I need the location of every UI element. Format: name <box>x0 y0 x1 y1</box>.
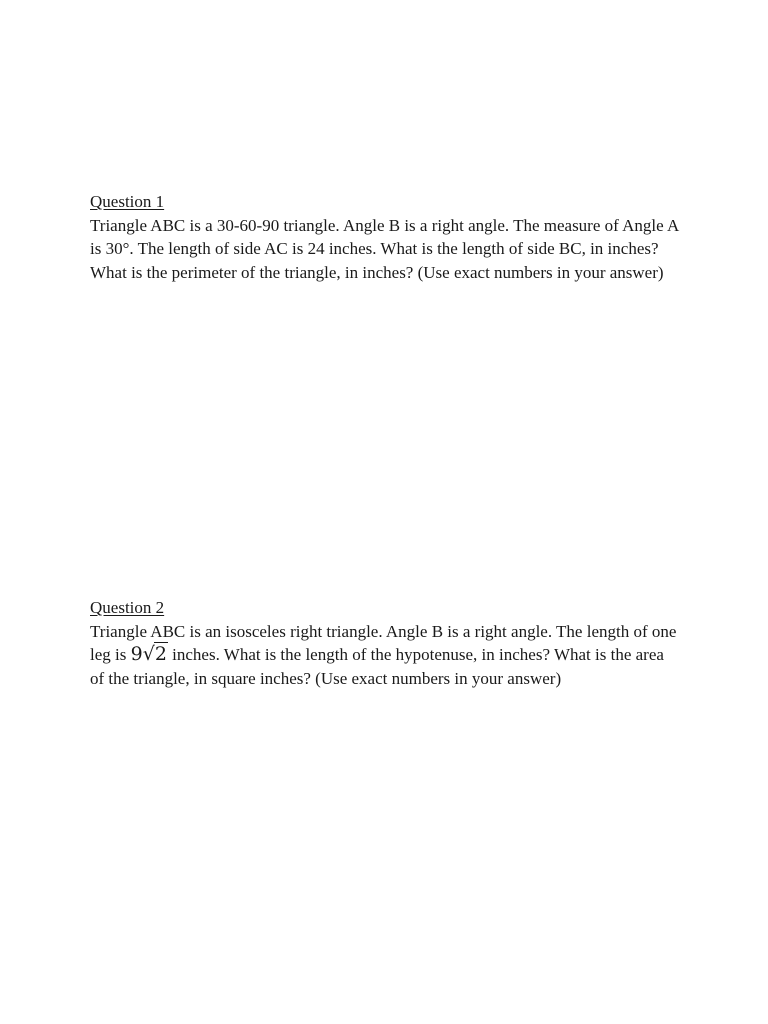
nine-root-two-expression <box>131 643 168 667</box>
question-1-text: Triangle ABC is a 30-60-90 triangle. Angle B is a right angle. The measure of Angle A is 30°. The length of side AC is 24 inches. What is the length of side BC, in inches? What is the perimeter of the triangle, in inches? (Use exact numbers in your answer) <box>90 215 679 282</box>
question-2-text-before: Triangle ABC is an isosceles right triangle. Angle B is a right angle. The length of one leg is <box>90 621 677 665</box>
question-2-heading: Question 2 <box>90 598 165 617</box>
question-2-text <box>90 620 680 691</box>
math-coefficient: 9 <box>130 643 143 666</box>
math-radicand: 2 <box>154 643 167 666</box>
square-root-symbol: √ <box>142 643 155 666</box>
question-1 <box>90 190 680 284</box>
question-2 <box>90 596 680 690</box>
question-1-heading: Question 1 <box>90 192 165 211</box>
question-2-text-after: inches. What is the length of the hypotenuse, in inches? What is the area of the triangle, in square inches? (Use exact numbers in your answer) <box>90 645 664 688</box>
